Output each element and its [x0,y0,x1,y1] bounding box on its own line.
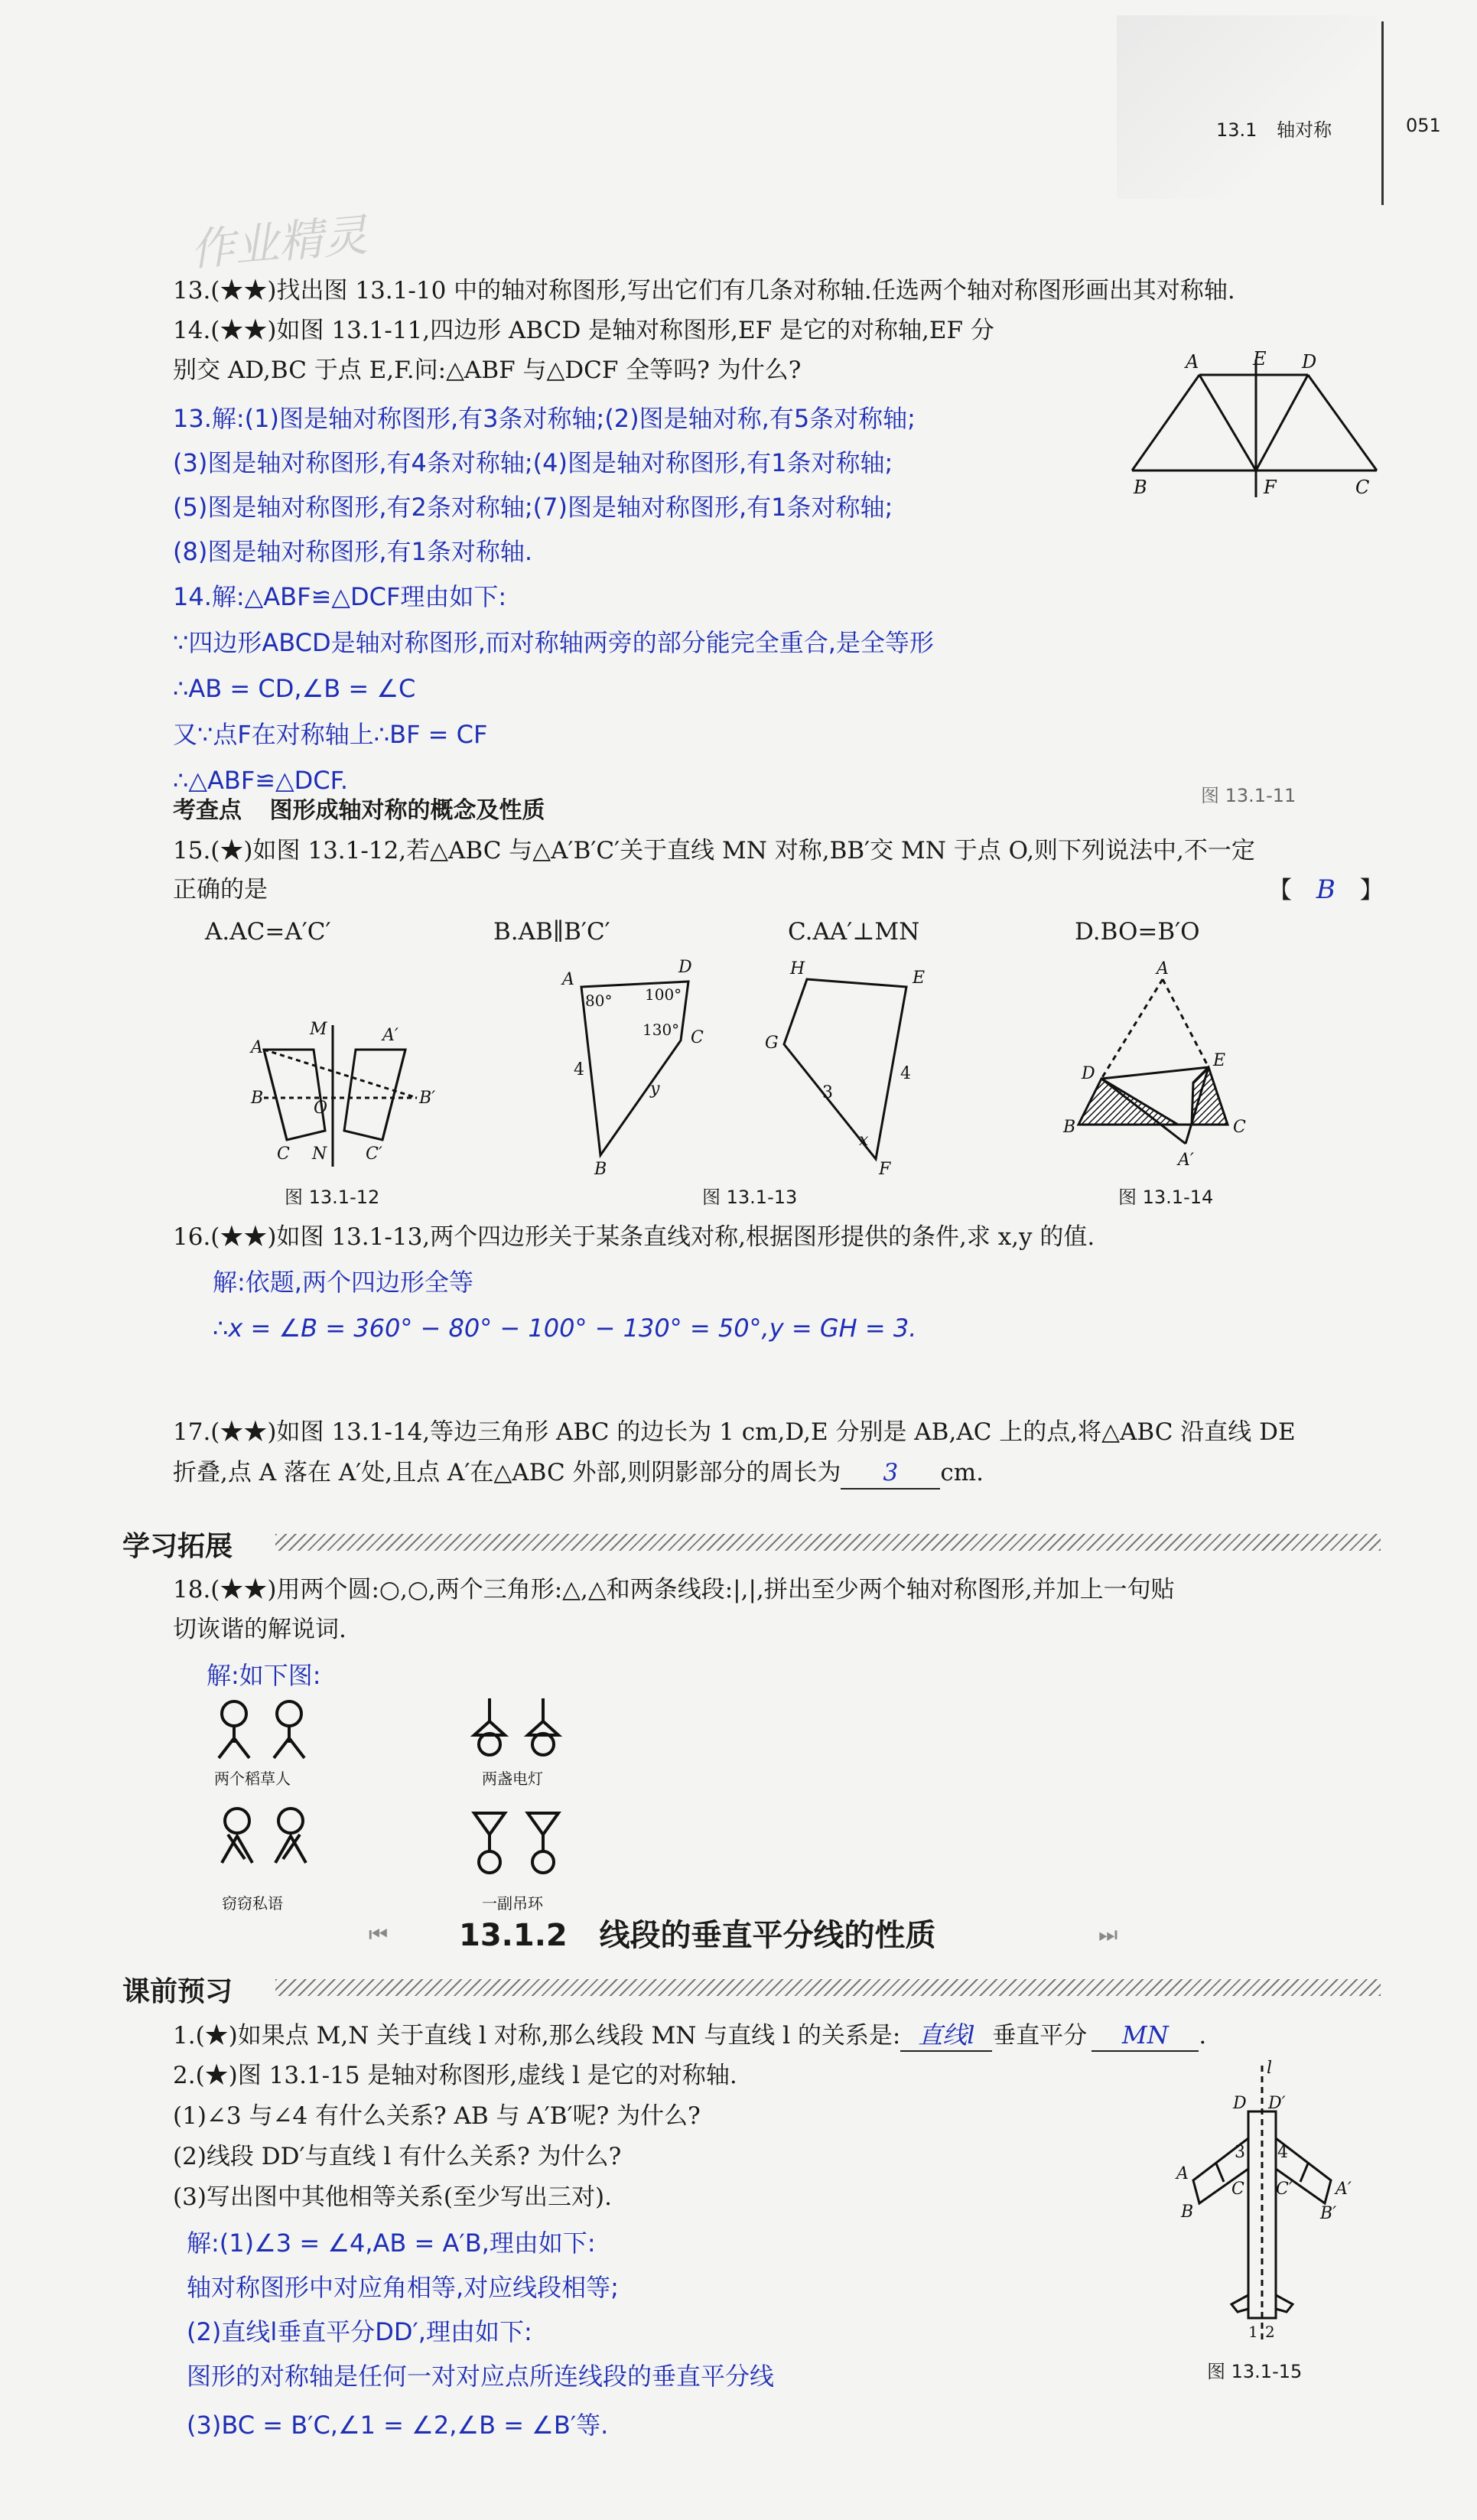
figure-13-1-13-caption: 图 13.1-13 [702,1187,798,1208]
preview-question-2-3: (3)写出图中其他相等关系(至少写出三对). [173,2183,612,2211]
preview-answer-2-line2: 轴对称图形中对应角相等,对应线段相等; [187,2273,619,2302]
question-15-answer: B [1316,874,1335,905]
fig15-label-D: D [1233,2094,1247,2113]
question-17-answer: 3 [841,1457,940,1490]
fig14-label-C: C [1233,1118,1246,1137]
fig14-label-D: D [1082,1064,1095,1083]
fig14-label-E: E [1213,1051,1226,1070]
question-16: 16.(★★)如图 13.1-13,两个四边形关于某条直线对称,根据图形提供的条件,求 x,y 的值. [173,1223,1095,1251]
fig18-caption-3: 窃窃私语 [222,1894,283,1913]
section-keqian-yuxi: 课前预习 [122,1976,233,2007]
fig13-label-y: y [650,1079,660,1099]
preview-answer-2-line1: 解:(1)∠3 = ∠4,AB = A′B,理由如下: [187,2229,596,2258]
header-section-title: 轴对称 [1277,119,1332,141]
fig18-caption-2: 两盏电灯 [482,1770,543,1788]
header-decoration [1117,15,1377,199]
answer-13-line2: (3)图是轴对称图形,有4条对称轴;(4)图是轴对称图形,有1条对称轴; [173,448,893,477]
answer-14-line1: 14.解:△ABF≌△DCF理由如下: [173,582,507,611]
fig15-label-A: A [1176,2164,1189,2183]
fig15-label-C-prime: C′ [1276,2180,1293,2199]
fig12-label-O: O [314,1099,328,1118]
fig11-label-C: C [1355,477,1370,498]
fig13-side-3: 3 [822,1083,833,1102]
fig12-label-B-prime: B′ [419,1089,436,1108]
prev-arrow-icon: ⏮ [369,1922,389,1947]
question-13: 13.(★★)找出图 13.1-10 中的轴对称图形,写出它们有几条对称轴.任选两个轴对称图形画出其对称轴. [173,277,1235,304]
answer-13-line4: (8)图是轴对称图形,有1条对称轴. [173,537,533,566]
fig12-label-M: M [310,1020,327,1039]
fig11-label-A: A [1186,351,1199,373]
fig13-angle-130: 130° [643,1021,680,1039]
answer-13-line3: (5)图是轴对称图形,有2条对称轴;(7)图是轴对称图形,有1条对称轴; [173,493,893,522]
figure-13-1-15-caption: 图 13.1-15 [1207,2361,1303,2382]
figure-18-pictograms [207,1698,589,1920]
fig11-label-B: B [1134,477,1147,498]
answer-14-line2: ∵四边形ABCD是轴对称图形,而对称轴两旁的部分能完全重合,是全等形 [173,628,934,657]
answer-16-line1: 解:依题,两个四边形全等 [213,1268,473,1297]
header-divider [1381,21,1384,205]
figure-13-1-15 [1147,2059,1377,2349]
fig12-label-C: C [277,1144,290,1164]
fig12-label-B: B [251,1089,264,1108]
figure-13-1-13 [547,945,968,1179]
fig18-caption-4: 一副吊环 [482,1894,543,1913]
answer-14-line5: ∴△ABF≌△DCF. [173,766,349,795]
subsection-title: 13.1.2 线段的垂直平分线的性质 [459,1918,936,1953]
question-15-answer-bracket [1268,874,1384,906]
fig15-label-l: l [1267,2059,1273,2078]
bracket-right: 】 [1359,877,1384,904]
fig13-label-H: H [790,959,805,978]
answer-14-line4: 又∵点F在对称轴上∴BF = CF [173,720,488,749]
question-17-line1: 17.(★★)如图 13.1-14,等边三角形 ABC 的边长为 1 cm,D,E 分别是 AB,AC 上的点,将△ABC 沿直线 DE [173,1418,1296,1446]
fig15-label-B-prime: B′ [1320,2204,1337,2223]
question-15-line2: 正确的是 [173,876,268,903]
header-section [1216,115,1332,142]
preview-question-2-2: (2)线段 DD′与直线 l 有什么关系? 为什么? [173,2143,622,2170]
fig15-angle-1: 1 [1248,2323,1258,2341]
option-b: B.AB∥B′C′ [493,918,610,946]
section-hatch-xuexi [275,1534,1381,1551]
kaochadian [173,796,545,826]
answer-13-line1: 13.解:(1)图是轴对称图形,有3条对称轴;(2)图是轴对称,有5条对称轴; [173,404,916,433]
fig13-label-E: E [913,969,926,988]
preview-answer-2-line3: (2)直线l垂直平分DD′,理由如下: [187,2317,532,2346]
fig15-angle-4: 4 [1277,2143,1288,2162]
section-hatch-yuxi [275,1979,1381,1996]
fig13-angle-100: 100° [645,985,682,1004]
fig13-label-x: x [859,1131,869,1150]
fig15-label-C: C [1231,2180,1244,2199]
kaochadian-label: 考查点 [173,797,242,824]
figure-13-1-14-caption: 图 13.1-14 [1118,1187,1214,1208]
preview-question-1-mid: 垂直平分 [992,2022,1088,2050]
fig11-label-D: D [1302,351,1317,373]
preview-question-1-text: 1.(★)如果点 M,N 关于直线 l 对称,那么线段 MN 与直线 l 的关系是: [173,2022,901,2050]
option-c: C.AA′⊥MN [788,918,920,946]
figure-13-1-11 [1132,348,1384,501]
fig13-side-4: 4 [574,1060,584,1079]
kaochadian-text: 图形成轴对称的概念及性质 [269,797,545,824]
preview-question-1-answer1: 直线l [900,2020,992,2052]
fig12-label-N: N [312,1144,327,1164]
fig15-angle-3: 3 [1235,2143,1245,2162]
fig14-label-B: B [1063,1118,1076,1137]
fig11-label-F: F [1264,477,1277,498]
question-14-line2: 别交 AD,BC 于点 E,F.问:△ABF 与△DCF 全等吗? 为什么? [173,357,802,384]
fig13-angle-80: 80° [585,991,613,1010]
question-17-line2 [173,1457,984,1490]
fig12-label-C-prime: C′ [366,1144,382,1164]
bracket-left: 【 [1268,877,1292,904]
question-17-unit: cm. [940,1459,984,1486]
fig13-label-C: C [691,1028,704,1047]
fig13-label-A: A [562,970,574,989]
question-15-line1: 15.(★)如图 13.1-12,若△ABC 与△A′B′C′关于直线 MN 对称,BB′交 MN 于点 O,则下列说法中,不一定 [173,837,1255,864]
fig13-side-4b: 4 [900,1064,911,1083]
fig13-label-G: G [765,1034,779,1053]
answer-16-line2: ∴x = ∠B = 360° − 80° − 100° − 130° = 50°,y = GH = 3. [213,1314,917,1343]
page-number: 051 [1406,115,1441,136]
preview-question-1-answer2: MN [1091,2020,1199,2052]
question-17-text: 折叠,点 A 落在 A′处,且点 A′在△ABC 外部,则阴影部分的周长为 [173,1459,841,1486]
option-d: D.BO=B′O [1075,918,1200,946]
option-a: A.AC=A′C′ [205,918,331,946]
figure-13-1-11-caption: 图 13.1-11 [1201,785,1296,806]
figure-13-1-12 [229,1017,459,1170]
fig11-label-E: E [1253,348,1267,370]
fig15-angle-2: 2 [1265,2323,1275,2341]
question-14-line1: 14.(★★)如图 13.1-11,四边形 ABCD 是轴对称图形,EF 是它的对称轴,EF 分 [173,317,994,344]
answer-18: 解:如下图: [207,1661,321,1690]
answer-14-line3: ∴AB = CD,∠B = ∠C [173,674,416,703]
section-xuexi-tuozhan: 学习拓展 [122,1531,233,1562]
figure-13-1-12-caption: 图 13.1-12 [285,1187,380,1208]
fig13-label-D: D [678,958,692,977]
question-18-line2: 切诙谐的解说词. [173,1616,346,1643]
fig15-label-B: B [1181,2203,1194,2222]
fig12-label-A: A [251,1038,263,1057]
preview-question-1-end: . [1199,2022,1207,2050]
header-section-number: 13.1 [1216,119,1257,141]
question-18-line1: 18.(★★)用两个圆:○,○,两个三角形:△,△和两条线段:|,|,拼出至少两个轴对称图形,并加上一句贴 [173,1576,1175,1603]
preview-answer-2-line5: (3)BC = B′C,∠1 = ∠2,∠B = ∠B′等. [187,2411,609,2440]
fig13-label-F: F [879,1160,891,1179]
fig13-label-B: B [594,1160,607,1179]
preview-question-2: 2.(★)图 13.1-15 是轴对称图形,虚线 l 是它的对称轴. [173,2062,737,2089]
fig12-label-A-prime: A′ [382,1026,399,1045]
preview-answer-2-line4: 图形的对称轴是任何一对对应点所连线段的垂直平分线 [187,2362,775,2391]
fig14-label-A: A [1157,959,1169,978]
preview-question-1 [173,2020,1206,2052]
fig14-label-A-prime: A′ [1178,1151,1194,1170]
watermark: 作业精灵 [187,208,369,276]
figure-13-1-14 [1063,960,1277,1174]
fig15-label-A-prime: A′ [1335,2180,1352,2199]
next-arrow-icon: ⏭ [1098,1922,1118,1947]
fig18-caption-1: 两个稻草人 [214,1770,291,1788]
preview-question-2-1: (1)∠3 与∠4 有什么关系? AB 与 A′B′呢? 为什么? [173,2102,701,2130]
fig15-label-D-prime: D′ [1268,2094,1286,2113]
